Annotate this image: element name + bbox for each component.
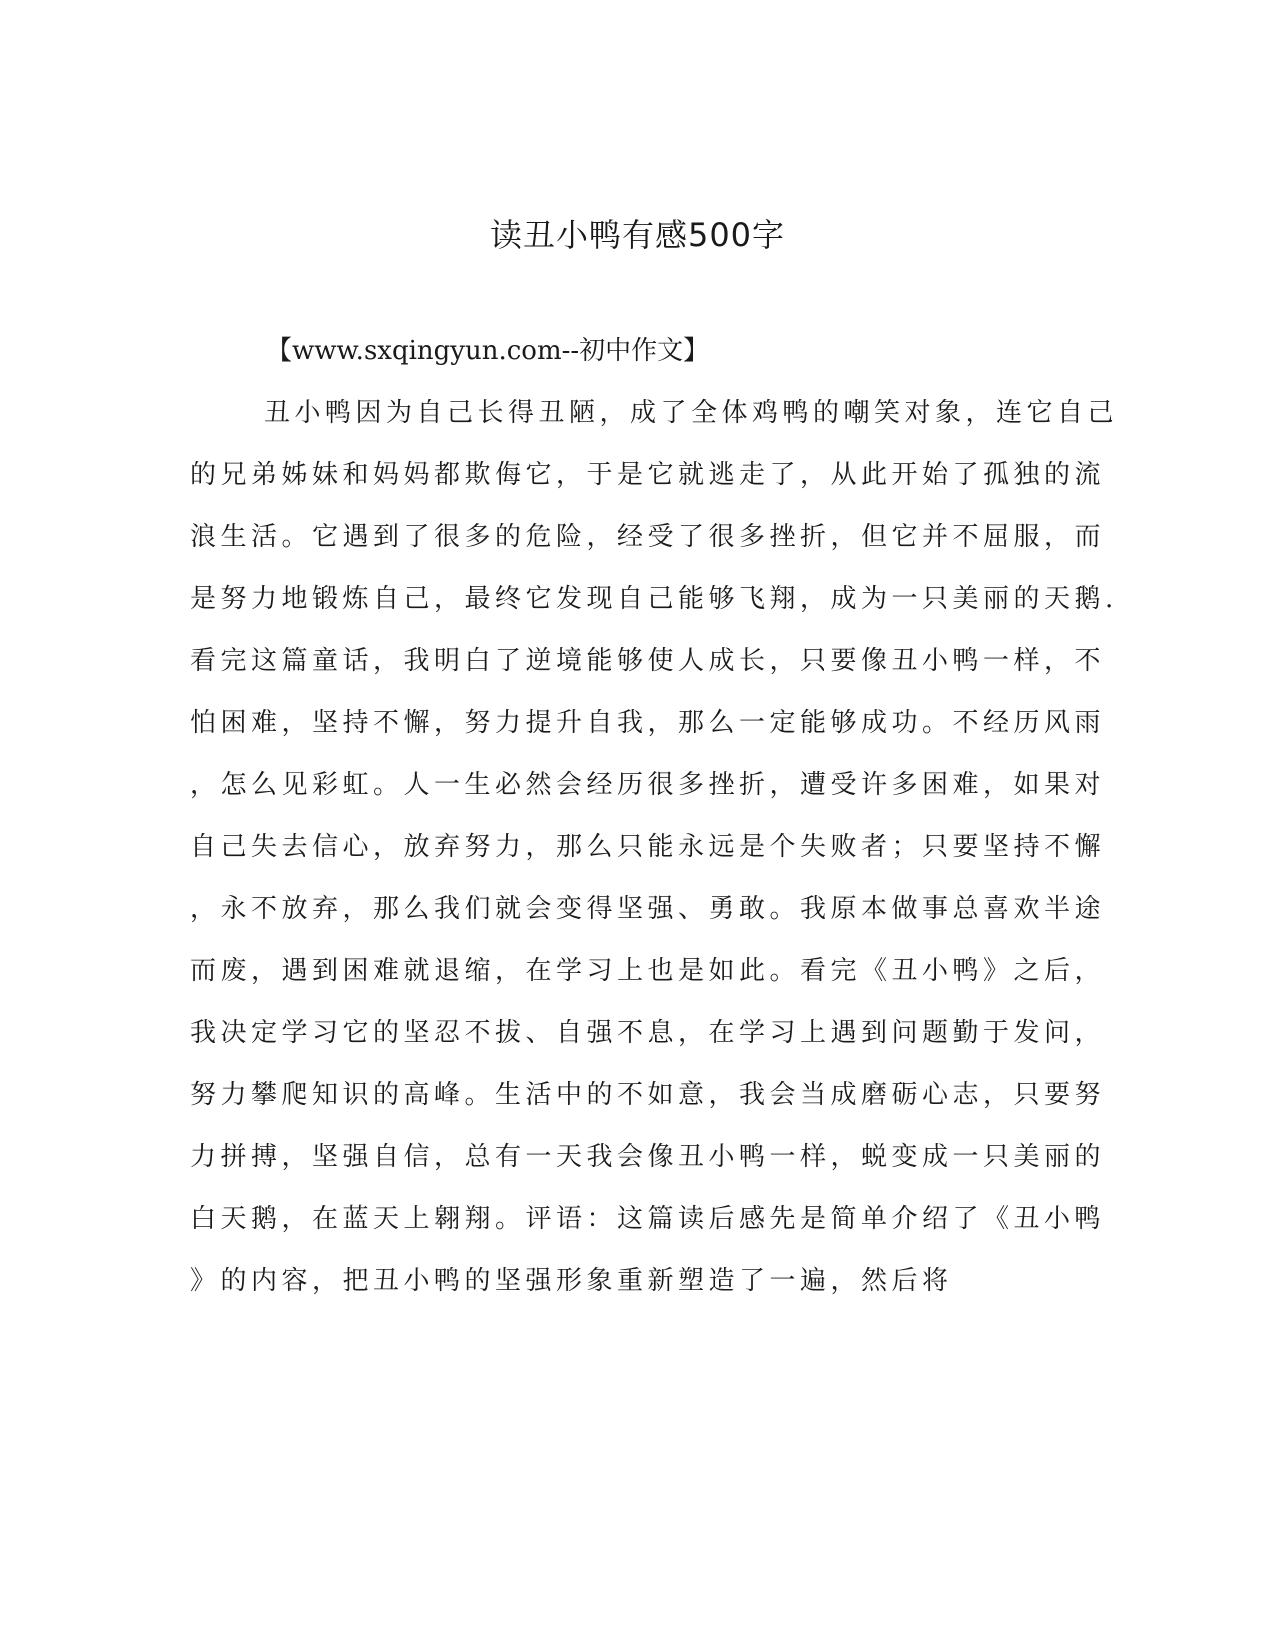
body-line: 力拼搏，坚强自信，总有一天我会像丑小鸭一样，蜕变成一只美丽的 — [190, 1142, 1106, 1172]
body-line: 丑小鸭因为自己长得丑陋，成了全体鸡鸭的嘲笑对象，连它自己 — [264, 398, 1119, 428]
body-line: 》的内容，把丑小鸭的坚强形象重新塑造了一遍，然后将 — [190, 1266, 953, 1296]
body-line: 而废，遇到困难就退缩，在学习上也是如此。看完《丑小鸭》之后， — [190, 956, 1106, 986]
body-line: 看完这篇童话，我明白了逆境能够使人成长，只要像丑小鸭一样，不 — [190, 646, 1106, 676]
body-text — [190, 393, 1119, 1323]
body-line: 是努力地锻炼自己，最终它发现自己能够飞翔，成为一只美丽的天鹅. — [190, 584, 1118, 614]
body-line: 自己失去信心，放弃努力，那么只能永远是个失败者；只要坚持不懈 — [190, 832, 1106, 862]
body-line: 我决定学习它的坚忍不拔、自强不息，在学习上遇到问题勤于发问， — [190, 1018, 1106, 1048]
body-line: ，永不放弃，那么我们就会变得坚强、勇敢。我原本做事总喜欢半途 — [190, 894, 1106, 924]
body-line: ，怎么见彩虹。人一生必然会经历很多挫折，遭受许多困难，如果对 — [190, 770, 1106, 800]
document-title: 读丑小鸭有感500字 — [489, 216, 786, 254]
body-line: 怕困难，坚持不懈，努力提升自我，那么一定能够成功。不经历风雨 — [190, 708, 1106, 738]
body-line: 浪生活。它遇到了很多的危险，经受了很多挫折，但它并不屈服，而 — [190, 522, 1106, 552]
source-line: 【www.sxqingyun.com--初中作文】 — [266, 336, 710, 366]
body-line: 的兄弟姊妹和妈妈都欺侮它，于是它就逃走了，从此开始了孤独的流 — [190, 460, 1106, 490]
body-line: 白天鹅，在蓝天上翱翔。评语：这篇读后感先是简单介绍了《丑小鸭 — [190, 1204, 1106, 1234]
body-line: 努力攀爬知识的高峰。生活中的不如意，我会当成磨砺心志，只要努 — [190, 1080, 1106, 1110]
